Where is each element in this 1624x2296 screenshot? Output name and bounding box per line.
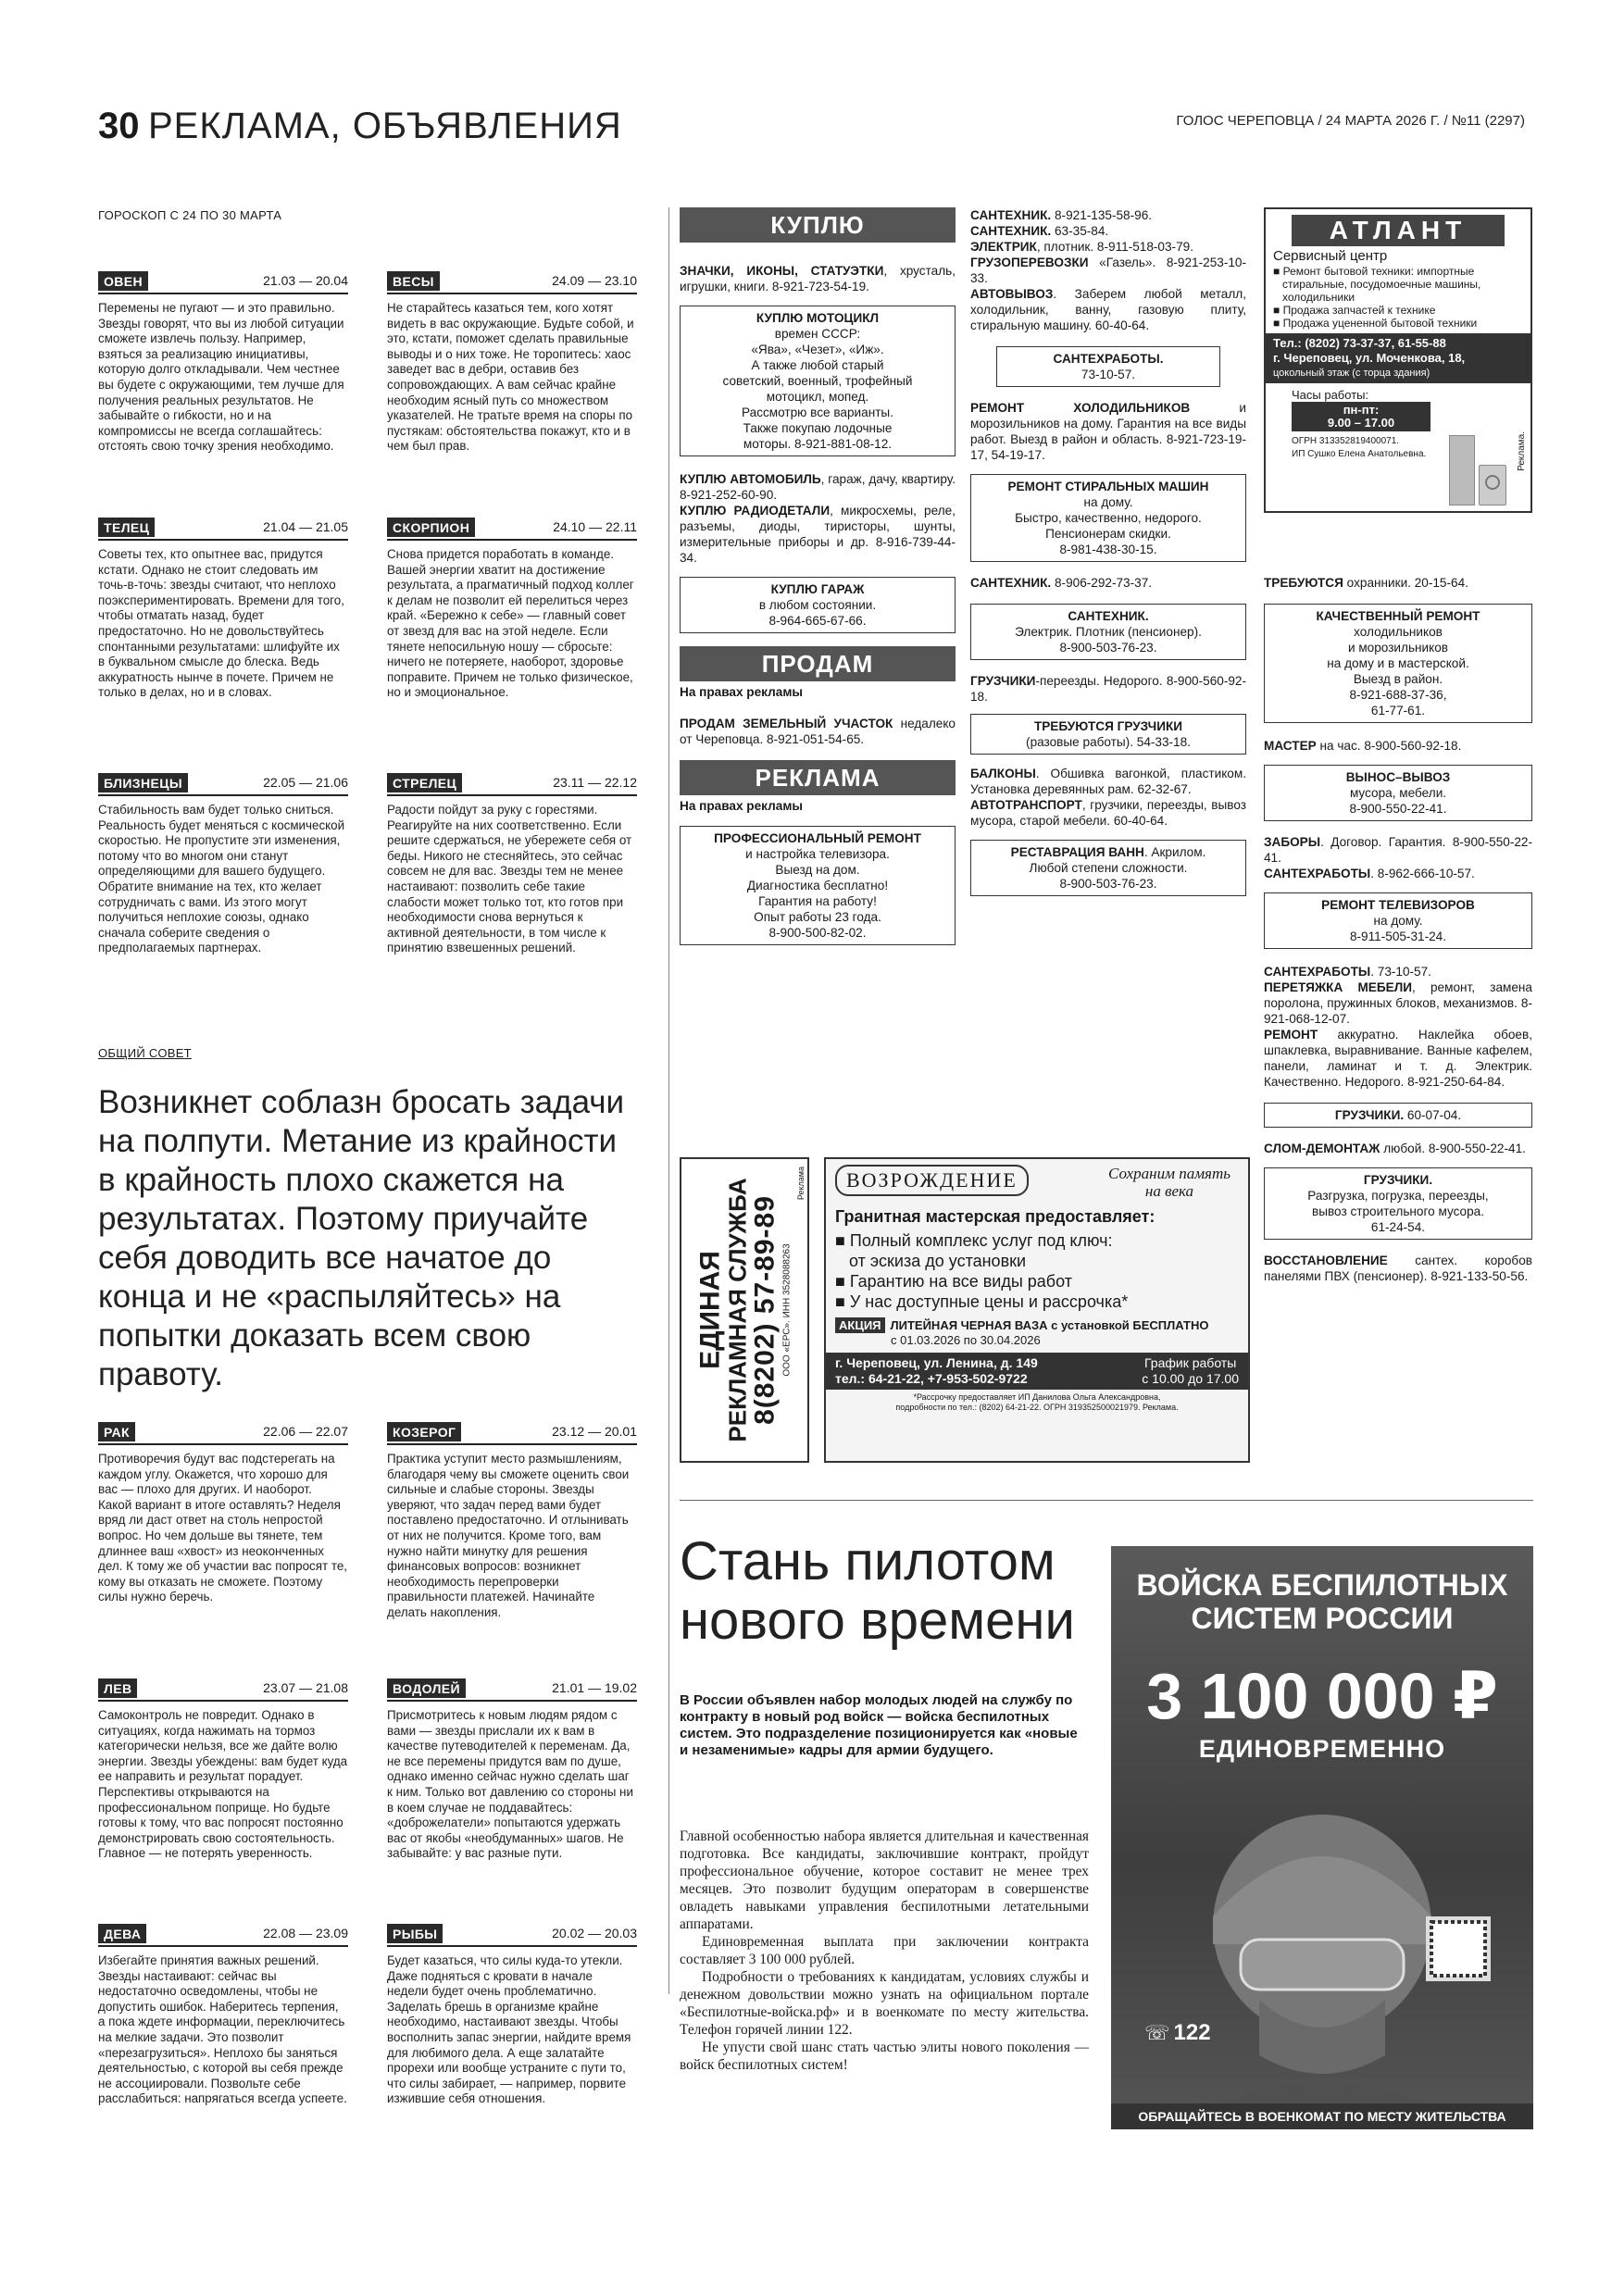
atlant-contacts: Тел.: (8202) 73-37-37, 61-55-88 г. Череповец, ул. Моченкова, 18, цокольный этаж (с торца здания) [1266, 333, 1530, 383]
ad-line: и морозильников [1347, 641, 1449, 655]
ad-line: холодильников [1354, 625, 1443, 639]
ad-remont-tv: ПРОФЕССИОНАЛЬНЫЙ РЕМОНТ и настройка телевизора. Выезд на дом. Диагностика бесплатно! Гарантия на работу! Опыт работы 23 года. 8-900-500-82-02. [680, 826, 956, 945]
ad-line: 8-921-688-37-36, [1349, 688, 1447, 702]
ad-santehnik-box: САНТЕХНИК. Электрик. Плотник (пенсионер). 8-900-503-76-23. [970, 604, 1246, 660]
ad-santehraboty-box: САНТЕХРАБОТЫ. 73-10-57. [996, 346, 1220, 387]
sign-dates: 22.06 — 22.07 [263, 1424, 348, 1439]
atlant-hours-label: Часы работы: [1292, 388, 1369, 402]
horoscope-sign [387, 772, 637, 956]
vozrozhdenie-logo: ВОЗРОЖДЕНИЕ [835, 1165, 1029, 1196]
ad-holodilniki: РЕМОНТ ХОЛОДИЛЬНИКОВ и морозильников на дому. Гарантия на все виды работ. Выезд в район и область. 8-921-723-19-17, 54-19-17. [970, 401, 1246, 462]
atlant-item: ■ Продажа запчастей к технике [1273, 304, 1436, 317]
ad-master: МАСТЕР на час. 8-900-560-92-18. [1264, 739, 1462, 753]
ad-znachki: ЗНАЧКИ, ИКОНЫ, СТАТУЭТКИ, хрусталь, игрушки, книги. 8-921-723-54-19. [680, 264, 956, 293]
sign-header [98, 1678, 348, 1702]
army-ad [1111, 1546, 1533, 2129]
bullet-icon: ■ [1273, 304, 1283, 317]
section-prodam: ПРОДАМ [680, 646, 956, 681]
ad-line: 8-900-503-76-23. [1059, 641, 1157, 655]
ad-line: 8-981-438-30-15. [1059, 543, 1157, 556]
atlant-logo: АТЛАНТ [1292, 215, 1505, 246]
sign-text: Избегайте принятия важных решений. Звезды настаивают: сейчас вы недостаточно осведомлены, чтобы не допустить ошибок. Наберитесь терпения, а пока ждете информации, переключитесь на мелкие задачи. Это позволит «перезагрузиться». Неплохо бы заняться деятельностью, с которой вы себя прежде не ассоциировали. Позвольте себе расслабиться: напрягаться всегда успеете. [98, 1953, 347, 2106]
ad-line: времен СССР: [774, 327, 861, 341]
ad-line: на дому. [1373, 914, 1423, 928]
atlant-item: ■ Продажа уцененной бытовой техники [1273, 317, 1478, 330]
ad-peretyazhka: ПЕРЕТЯЖКА МЕБЕЛИ, ремонт, замена поролона, пружинных блоков, механизмов. 8-921-068-12-07. [1264, 980, 1532, 1026]
sign-dates: 20.02 — 20.03 [552, 1926, 637, 1940]
horoscope-sign [98, 1421, 348, 1605]
sign-dates: 24.09 — 23.10 [552, 273, 637, 288]
horoscope-sign [387, 1678, 637, 1862]
ad-motocikl: КУПЛЮ МОТОЦИКЛ времен СССР: «Ява», «Чезет», «Иж». А также любой старый советский, военный, трофейный мотоцикл, мопед. Рассмотрю все варианты. Также покупаю лодочные моторы. 8-921-881-08-12. [680, 306, 956, 456]
ad-line: А также любой старый [751, 358, 884, 372]
sign-header [387, 517, 637, 541]
ad-gruzchiki-2: ГРУЗЧИКИ. Разгрузка, погрузка, переезды, вывоз строительного мусора. 61-24-54. [1264, 1167, 1532, 1240]
ad-gruzchiki-box: ГРУЗЧИКИ. 60-07-04. [1264, 1103, 1532, 1128]
sign-name: БЛИЗНЕЦЫ [98, 773, 188, 792]
ad-line: 8-900-500-82-02. [768, 926, 867, 940]
army-ad-once: ЕДИНОВРЕМЕННО [1198, 1735, 1446, 1763]
sign-text: Будет казаться, что силы куда-то утекли. Даже подняться с кровати в начале недели будет очень проблематично. Заделать брешь в организме крайне необходимо, настаивают звезды. Чтобы восполнить запас энергии, найдите время для любимого дела. А еще залатайте прорехи или вообще устраните с пути то, что силы забирает, — например, порвите изжившие себя отношения. [387, 1953, 631, 2106]
ad-kachestvennyj-remont: КАЧЕСТВЕННЫЙ РЕМОНТ холодильников и морозильников на дому и в мастерской. Выезд в район. 8-921-688-37-36, 61-77-61. [1264, 604, 1532, 723]
ad-santehnik-3: САНТЕХНИК. 8-906-292-73-37. [970, 576, 1153, 590]
bullet-icon: ■ [835, 1231, 850, 1250]
ers-phone: 8(8202) 57-89-89 [749, 1195, 781, 1425]
ers-line1: ЕДИНАЯ [694, 1251, 726, 1369]
ad-line: Диагностика бесплатно! [746, 879, 889, 892]
sign-text: Противоречия будут вас подстерегать на каждом углу. Окажется, что хорошо для вас — плохо для других. И наоборот. Какой вариант в итоге оставлять? Неделя вряд ли даст ответ на столь непростой вопрос. Но чем дольше вы тянете, тем длиннее ваш «хвост» из неоконченных дел. К тому же об участии вас попросят те, кому вы отказать не сможете. Поэтому силы нужно беречь. [98, 1452, 348, 1604]
ad-remont-televizorov: РЕМОНТ ТЕЛЕВИЗОРОВ на дому. 8-911-505-31-24. [1264, 892, 1532, 949]
page-number: 30 [98, 106, 140, 146]
sign-name: КОЗЕРОГ [387, 1422, 461, 1441]
sign-dates: 24.10 — 22.11 [553, 519, 637, 534]
ad-line: 8-900-550-22-41. [1349, 802, 1447, 816]
vozrozhdenie-dates: с 01.03.2026 по 30.04.2026 [891, 1333, 1041, 1347]
column-kuplyu [680, 207, 956, 945]
ad-line: Электрик. Плотник (пенсионер). [1015, 625, 1202, 639]
pilot-body: Главной особенностью набора является длительная и качественная подготовка. Все кандидаты, заключившие контракт, пройдут профессиональное обучение, которое составит не менее трех месяцев. Это позволит будущим операторам в совершенстве овладеть навыками управления беспилотными летательными аппаратами. Единовременная выплата при заключении контракта составляет 3 100 000 рублей. Подробности о требованиях к кандидатам, условиях службы и денежном довольствии можно узнать на официальном портале «Беспилотные-войска.рф» и в военкомате по месту жительства. Телефон горячей линии 122. Не упусти свой шанс стать частью элиты нового поколения — войск беспилотных систем! [680, 1828, 1089, 2073]
sign-name: ОВЕН [98, 271, 148, 291]
sign-text: Не старайтесь казаться тем, кого хотят видеть в вас окружающие. Будьте собой, и это, кстати, поможет сделать правильные выводы и о них тоже. Не торопитесь: хаос заведет вас в дебри, оставив без сопровождающих. А вам сейчас крайне необходим ясный путь со множеством указателей. Не тратьте время на споры по пустякам: обстоятельства покажут, кто и в чем был прав. [387, 301, 634, 454]
army-ad-amount: 3 100 000 ₽ [1146, 1660, 1498, 1732]
sign-header [387, 1421, 637, 1445]
ad-stiralnye: РЕМОНТ СТИРАЛЬНЫХ МАШИН на дому. Быстро, качественно, недорого. Пенсионерам скидки. 8-981-438-30-15. [970, 474, 1246, 562]
phone-icon: ☏ [1144, 2021, 1170, 2044]
sign-dates: 21.03 — 20.04 [263, 273, 348, 288]
ad-line: Любой степени сложности. [1029, 861, 1188, 875]
column-divider [668, 207, 669, 1994]
sign-dates: 22.05 — 21.06 [263, 775, 348, 790]
page-rubric: РЕКЛАМА, ОБЪЯВЛЕНИЯ [148, 106, 622, 146]
ad-line: Рассмотрю все варианты. [742, 406, 893, 419]
ad-line: на дому. [1083, 495, 1133, 509]
vozrozhdenie-slogan: Сохраним память на века [1108, 1165, 1230, 1200]
ad-santehraboty-2: САНТЕХРАБОТЫ. 8-962-666-10-57. [1264, 867, 1475, 880]
ad-remont: РЕМОНТ аккуратно. Наклейка обоев, шпаклевка, выравнивание. Ванные кафелем, панели, ламинат и т. д. Электрик. Качественно. Недорого. 8-921-250-64-84. [1264, 1028, 1532, 1089]
sign-header [98, 270, 348, 294]
ad-santehraboty-3: САНТЕХРАБОТЫ. 73-10-57. [1264, 965, 1431, 979]
sign-text: Радости пойдут за руку с горестями. Реагируйте на них соответственно. Если решите сдержаться, не убережете себя от беды. Никого не стесняйтесь, это сейчас совсем не для вас. Звезды тем не менее настаивают: позволить себе такие слабости может только тот, кто готов при необходимости снова вернуться к активной деятельности, в том числе к принятию взвешенных решений. [387, 803, 632, 955]
ad-line: Разгрузка, погрузка, переезды, [1307, 1189, 1489, 1203]
army-ad-hotline: ☏ 122 [1144, 2020, 1211, 2045]
sign-text: Самоконтроль не повредит. Однако в ситуациях, когда нажимать на тормоз категорически нельзя, все же дайте волю энергии. Звезды убеждены: вам будет куда ее направить и результат порадует. Перспективы открываются на профессиональном поприще. Но будьте готовы к тому, что вас попросят постоянно демонстрировать свою состоятельность. Главное — не потерять уверенность. [98, 1708, 348, 1861]
sign-name: ЛЕВ [98, 1678, 137, 1698]
sign-header [98, 1923, 348, 1947]
ers-ad [680, 1157, 809, 1463]
vozrozhdenie-akciya: АКЦИЯ ЛИТЕЙНАЯ ЧЕРНАЯ ВАЗА с установкой БЕСПЛАТНО [835, 1317, 1239, 1333]
sign-dates: 21.01 — 19.02 [552, 1680, 637, 1695]
ad-line: Быстро, качественно, недорого. [1015, 511, 1202, 525]
section-kuplyu: КУПЛЮ [680, 207, 956, 243]
sign-name: РАК [98, 1422, 135, 1441]
sign-header [387, 270, 637, 294]
vozrozhdenie-ad [824, 1157, 1250, 1463]
ad-line: Также покупаю лодочные [743, 421, 893, 435]
ad-line: 61-24-54. [1370, 1220, 1426, 1234]
sign-name: РЫБЫ [387, 1924, 443, 1943]
atlant-ip: ИП Сушко Елена Анатольевна. [1292, 449, 1427, 459]
ad-santehnik-1: САНТЕХНИК. 8-921-135-58-96. [970, 208, 1153, 222]
pilot-lead: В России объявлен набор молодых людей на службу по контракту в новый род войск — войска беспилотных систем. Это подразделение позиционируется как «новые и незаменимые» кадры для армии будущего. [680, 1692, 1078, 1758]
sign-header [387, 1923, 637, 1947]
ad-line: 8-964-665-67-66. [768, 614, 867, 628]
bullet-icon [835, 1252, 849, 1270]
sign-text: Стабильность вам будет только сниться. Реальность будет меняться с космической скоростью. Не пропустите эти изменения, потому что во многом они станут определяющими для вашего будущего. Обратите внимание на тех, кто желает сотрудничать с вами. Из этого могут получиться неплохие союзы, однако сначала соберите сведения о предполагаемых партнерах. [98, 803, 345, 955]
section-reklama: РЕКЛАМА [680, 760, 956, 795]
ers-mark: Реклама [796, 1167, 806, 1201]
atlant-item: ■ Ремонт бытовой техники: импортные стиральные, посудомоечные машины, холодильники [1273, 265, 1481, 304]
bullet-icon: ■ [835, 1272, 850, 1291]
ad-ohranniki: ТРЕБУЮТСЯ охранники. 20-15-64. [1264, 576, 1468, 590]
column-services-2 [1264, 575, 1532, 1284]
atlant-appliances [1449, 435, 1506, 505]
ad-slom: СЛОМ-ДЕМОНТАЖ любой. 8-900-550-22-41. [1264, 1142, 1526, 1155]
atlant-ad [1264, 207, 1532, 513]
sign-text: Присмотритесь к новым людям рядом с вами — звезды прислали их к вам в качестве путеводителей к переменам. Да, не все перемены придутся вам по душе, однако именно сейчас нужно сделать шаг к ним. Только вот давлению со стороны ни в коем случае не поддавайтесь: «доброжелатели» попытаются удержать вас от якобы «необдуманных» шагов. Не забывайте: у вас разные пути. [387, 1708, 633, 1861]
ad-line: Гарантия на работу! [758, 894, 877, 908]
vozrozhdenie-footnote: *Рассрочку предоставляет ИП Данилова Ольга Александровна, подробности по тел.: (8202) 64-21-22. ОГРН 319352500021979. Реклама. [895, 1392, 1179, 1412]
vozrozhdenie-item: ■ Полный комплекс услуг под ключ: [835, 1231, 1113, 1250]
ad-line: Выезд на дом. [775, 863, 860, 877]
pilot-title: Стань пилотом нового времени [680, 1531, 1075, 1651]
ad-line: 8-911-505-31-24. [1349, 930, 1447, 943]
sign-name: СТРЕЛЕЦ [387, 773, 462, 792]
ad-line: «Ява», «Чезет», «Иж». [751, 343, 884, 356]
column-services [970, 207, 1246, 896]
ad-trebuyutsya-gruzchiki: ТРЕБУЮТСЯ ГРУЗЧИКИ (разовые работы). 54-33-18. [970, 714, 1246, 755]
horoscope-sign [387, 1923, 637, 2107]
sign-name: СКОРПИОН [387, 518, 475, 537]
ad-line: советский, военный, трофейный [722, 374, 913, 388]
sign-name: ВОДОЛЕЙ [387, 1678, 466, 1698]
ad-avtovyvoz: АВТОВЫВОЗ. Заберем любой металл, холодильник, ванну, газовую плиту, стиральную машину. 60-40-64. [970, 287, 1246, 332]
sign-header [387, 772, 637, 796]
ad-line: Выезд в район. [1353, 672, 1443, 686]
horoscope-sign [98, 1678, 348, 1862]
sign-name: ВЕСЫ [387, 271, 440, 291]
ad-line: 8-900-503-76-23. [1059, 877, 1157, 891]
advice-title: ОБЩИЙ СОВЕТ [98, 1046, 192, 1060]
ad-line: Пенсионерам скидки. [1045, 527, 1171, 541]
sign-text: Советы тех, кто опытнее вас, придутся кстати. Однако не стоит следовать им точь-в-точь: звезды считают, что неплохо поэкспериментировать. Времени для того, чтобы отматать назад, будет предостаточно. Но не довольствуйтесь спонтанными результатами: шлифуйте их в буквальном смысле до блеска. Ведь аккуратность нынче в почете. Причем не только в делах, но и в словах. [98, 547, 344, 700]
ad-garazh: КУПЛЮ ГАРАЖ в любом состоянии. 8-964-665-67-66. [680, 577, 956, 633]
section-divider [680, 1500, 1533, 1501]
atlant-ogrn: ОГРН 313352819400071. [1292, 436, 1400, 446]
sign-name: ДЕВА [98, 1924, 146, 1943]
advice-text: Возникнет соблазн бросать задачи на полпути. Метание из крайности в крайность плохо скажется на результатах. Поэтому приучайте себя доводить все начатое до конца и не «распыляйтесь» на попытки доказать всем свою правоту. [98, 1084, 625, 1392]
ad-line: вывоз строительного мусора. [1311, 1204, 1485, 1218]
atlant-subtitle: Сервисный центр [1273, 248, 1388, 264]
sign-dates: 23.11 — 22.12 [553, 775, 637, 790]
bullet-icon: ■ [1273, 265, 1283, 278]
sign-dates: 22.08 — 23.09 [263, 1926, 348, 1940]
atlant-hours: пн-пт: 9.00 – 17.00 [1292, 402, 1430, 431]
sign-text: Практика уступит место размышлениям, благодаря чему вы сможете оценить свои сильные и слабые стороны. Звезды уверяют, что задач перед вами будет поставлено предостаточно. И отлынивать от них не получится. Кроме того, вам нужно найти минутку для решения финансовых вопросов: возникнет необходимость перепроверки правильности платежей. Начинайте делать накопления. [387, 1452, 630, 1619]
army-ad-title: ВОЙСКА БЕСПИЛОТНЫХ СИСТЕМ РОССИИ [1136, 1568, 1508, 1635]
army-ad-footer: ОБРАЩАЙТЕСЬ В ВОЕНКОМАТ ПО МЕСТУ ЖИТЕЛЬСТВА [1111, 2103, 1533, 2129]
ad-line: 61-77-61. [1370, 704, 1426, 718]
ers-line2: РЕКЛАМНАЯ СЛУЖБА [723, 1178, 752, 1442]
issue-info: ГОЛОС ЧЕРЕПОВЦА / 24 МАРТА 2026 Г. / №11 (2297) [1176, 113, 1525, 129]
ad-line: и настройка телевизора. [745, 847, 890, 861]
ad-line: мусора, мебели. [1349, 786, 1447, 800]
soldier-illustration [1111, 1778, 1533, 2129]
vozrozhdenie-item: ■ Гарантию на все виды работ [835, 1272, 1072, 1291]
atlant-ad-mark: Реклама. [1517, 431, 1527, 471]
horoscope-sign [98, 517, 348, 701]
ad-radiodetali: КУПЛЮ РАДИОДЕТАЛИ, микросхемы, реле, разъемы, диоды, тиристоры, шунты, измерительные приборы и др. 8-916-739-44-34. [680, 504, 956, 565]
sign-text: Снова придется поработать в команде. Вашей энергии хватит на достижение результата, а прагматичный подход коллег к делам не позволит ей перелиться через край. «Бережно к себе» — главный совет от звезд для вас на этой неделе. Если тянете непосильную ношу — сбросьте: ничего не потеряете, наоборот, здоровье поправите. Причем не только физическое, но и эмоциональное. [387, 547, 634, 700]
horoscope-sign [98, 270, 348, 455]
ad-avtomobil: КУПЛЮ АВТОМОБИЛЬ, гараж, дачу, квартиру. 8-921-252-60-90. [680, 472, 956, 502]
horoscope-sign [98, 1923, 348, 2107]
vozrozhdenie-item: от эскиза до установки [835, 1251, 1239, 1271]
sign-header [98, 517, 348, 541]
ad-gruzoperevozki: ГРУЗОПЕРЕВОЗКИ «Газель». 8-921-253-10-33. [970, 256, 1246, 285]
ad-line: Опыт работы 23 года. [754, 910, 881, 924]
horoscope-sign [387, 1421, 637, 1621]
ad-avtotransport: АВТОТРАНСПОРТ, грузчики, переезды, вывоз мусора, старой мебели. 60-40-64. [970, 798, 1246, 828]
ad-line: мотоцикл, мопед. [766, 390, 869, 404]
ad-line: на дому и в мастерской. [1327, 656, 1469, 670]
sign-header [387, 1678, 637, 1702]
vozrozhdenie-title: Гранитная мастерская предоставляет: [835, 1207, 1156, 1226]
sign-name: ТЕЛЕЦ [98, 518, 155, 537]
reklama-sub: На правах рекламы [680, 799, 803, 813]
ad-vosstanovlenie: ВОССТАНОВЛЕНИЕ сантех. коробов панелями ПВХ (пенсионер). 8-921-133-50-56. [1264, 1254, 1532, 1283]
horoscope-sign [387, 517, 637, 701]
ers-small: ООО «ЕРС». ИНН 3528088263 [781, 1243, 793, 1377]
ad-santehnik-2: САНТЕХНИК. 63-35-84. [970, 224, 1109, 238]
horoscope-title: ГОРОСКОП С 24 ПО 30 МАРТА [98, 208, 282, 222]
sign-header [98, 1421, 348, 1445]
ad-balkony: БАЛКОНЫ. Обшивка вагонкой, пластиком. Установка деревянных рам. 62-32-67. [970, 767, 1246, 796]
horoscope-sign [387, 270, 637, 455]
sign-header [98, 772, 348, 796]
bullet-icon: ■ [1273, 317, 1283, 330]
ad-line: моторы. 8-921-881-08-12. [743, 437, 893, 451]
ad-line: в любом состоянии. [758, 598, 877, 612]
ad-zabory: ЗАБОРЫ. Договор. Гарантия. 8-900-550-22-41. [1264, 835, 1532, 865]
prodam-sub: На правах рекламы [680, 685, 803, 699]
sign-dates: 21.04 — 21.05 [263, 519, 348, 534]
ad-uchastok: ПРОДАМ ЗЕМЕЛЬНЫЙ УЧАСТОК недалеко от Череповца. 8-921-051-54-65. [680, 717, 956, 746]
ad-restavraciya-vann: РЕСТАВРАЦИЯ ВАНН. Акрилом. Любой степени сложности. 8-900-503-76-23. [970, 840, 1246, 896]
horoscope-sign [98, 772, 348, 956]
vozrozhdenie-contacts: г. Череповец, ул. Ленина, д. 149 тел.: 64-21-22, +7-953-502-9722 График работы с 10.00 до 17.00 [826, 1353, 1248, 1390]
sign-text: Перемены не пугают — и это правильно. Звезды говорят, что вы из любой ситуации сможете извлечь пользу. Например, взяться за реализацию инициативы, которую долго откладывали. Чем честнее вы будете с окружающими, тем лучше для получения реальных результатов. Не забывайте о гибкости, но и на компромиссы не всегда соглашайтесь: отстоять свою точку зрения необходимо. [98, 301, 344, 454]
ad-vynos-vyvoz: ВЫНОС–ВЫВОЗ мусора, мебели. 8-900-550-22-41. [1264, 765, 1532, 821]
vozrozhdenie-item: ■ У нас доступные цены и рассрочка* [835, 1292, 1129, 1311]
ad-elektrik: ЭЛЕКТРИК, плотник. 8-911-518-03-79. [970, 240, 1193, 254]
ad-gruzchiki: ГРУЗЧИКИ-переезды. Недорого. 8-900-560-92-18. [970, 674, 1246, 704]
sign-dates: 23.07 — 21.08 [263, 1680, 348, 1695]
bullet-icon: ■ [835, 1292, 850, 1311]
sign-dates: 23.12 — 20.01 [552, 1424, 637, 1439]
